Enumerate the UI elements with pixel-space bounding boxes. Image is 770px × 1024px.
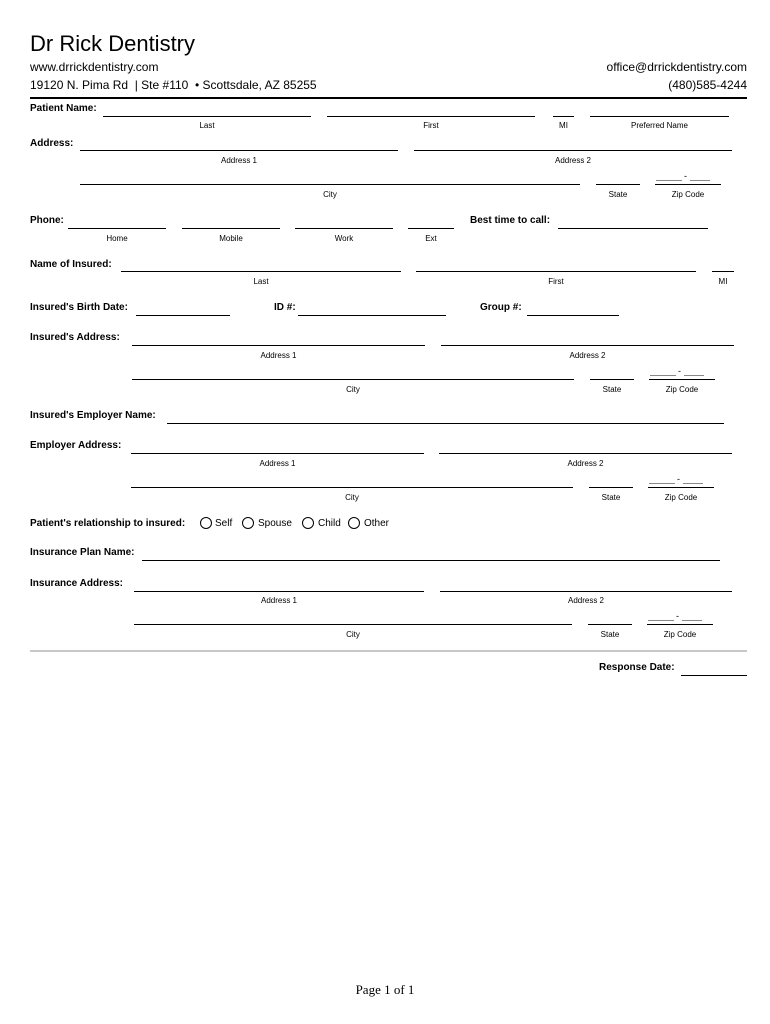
insurance-address1-field[interactable] bbox=[134, 591, 424, 592]
work-phone-field[interactable] bbox=[295, 228, 393, 229]
preferred-name-sublabel: Preferred Name bbox=[631, 121, 688, 130]
employer-zip-sublabel: Zip Code bbox=[664, 493, 698, 502]
practice-phone: (480)585-4244 bbox=[668, 78, 747, 92]
insurance-zip-sublabel: Zip Code bbox=[663, 630, 697, 639]
self-radio[interactable] bbox=[200, 517, 212, 529]
insured-last-sublabel: Last bbox=[253, 277, 269, 286]
page-number: Page 1 of 1 bbox=[355, 982, 415, 997]
employer-zip-guide-right bbox=[683, 483, 703, 484]
address2-sublabel: Address 2 bbox=[554, 156, 592, 165]
spouse-radio[interactable] bbox=[242, 517, 254, 529]
insurance-state-sublabel: State bbox=[600, 630, 620, 639]
practice-address: 19120 N. Pima Rd | Ste #110 • Scottsdale, AZ 85255 bbox=[30, 78, 317, 92]
employer-zip-guide-left bbox=[649, 483, 675, 484]
insured-address2-sublabel: Address 2 bbox=[569, 351, 606, 360]
state-sublabel: State bbox=[608, 190, 628, 199]
insured-city-field[interactable] bbox=[132, 379, 574, 380]
id-label: ID #: bbox=[274, 302, 296, 313]
city-sublabel: City bbox=[323, 190, 337, 199]
insured-address-label: Insured's Address: bbox=[30, 332, 120, 343]
child-radio[interactable] bbox=[302, 517, 314, 529]
employer-zip-separator: - bbox=[677, 474, 680, 484]
patient-zip-field[interactable] bbox=[655, 184, 721, 185]
patient-name-label: Patient Name: bbox=[30, 103, 97, 114]
insurance-address2-field[interactable] bbox=[440, 591, 732, 592]
insurance-zip-guide-left bbox=[648, 620, 674, 621]
response-date-field[interactable] bbox=[681, 675, 747, 676]
patient-address-label: Address: bbox=[30, 138, 74, 149]
other-radio[interactable] bbox=[348, 517, 360, 529]
best-time-field[interactable] bbox=[558, 228, 708, 229]
email-link[interactable]: office@drrickdentistry.com bbox=[606, 60, 747, 74]
group-field[interactable] bbox=[527, 315, 619, 316]
last-sublabel: Last bbox=[199, 121, 215, 130]
insured-zip-separator: - bbox=[678, 366, 681, 376]
employer-address1-sublabel: Address 1 bbox=[259, 459, 296, 468]
spouse-option-label: Spouse bbox=[258, 518, 292, 529]
insured-zip-guide-left bbox=[650, 375, 676, 376]
insurance-address-label: Insurance Address: bbox=[30, 578, 123, 589]
group-label: Group #: bbox=[480, 302, 522, 313]
home-sublabel: Home bbox=[106, 234, 128, 243]
employer-zip-field[interactable] bbox=[648, 487, 714, 488]
insured-zip-guide-right bbox=[684, 375, 704, 376]
relationship-label: Patient's relationship to insured: bbox=[30, 518, 186, 529]
insurance-plan-field[interactable] bbox=[142, 560, 720, 561]
insured-state-sublabel: State bbox=[602, 385, 622, 394]
patient-last-name-field[interactable] bbox=[103, 116, 311, 117]
zip-sublabel: Zip Code bbox=[671, 190, 705, 199]
insurance-zip-guide-right bbox=[682, 620, 702, 621]
mobile-phone-field[interactable] bbox=[182, 228, 280, 229]
insured-zip-sublabel: Zip Code bbox=[665, 385, 699, 394]
home-phone-field[interactable] bbox=[68, 228, 166, 229]
insured-first-name-field[interactable] bbox=[416, 271, 696, 272]
employer-city-sublabel: City bbox=[345, 493, 359, 502]
employer-state-sublabel: State bbox=[601, 493, 621, 502]
insured-address1-sublabel: Address 1 bbox=[260, 351, 297, 360]
self-option-label: Self bbox=[215, 518, 233, 529]
child-option-label: Child bbox=[318, 518, 341, 529]
section-divider bbox=[30, 650, 747, 652]
employer-address-label: Employer Address: bbox=[30, 440, 122, 451]
insured-mi-sublabel: MI bbox=[718, 277, 728, 286]
insurance-zip-separator: - bbox=[676, 611, 679, 621]
insurance-plan-label: Insurance Plan Name: bbox=[30, 547, 135, 558]
insured-birth-date-label: Insured's Birth Date: bbox=[30, 302, 128, 313]
employer-name-field[interactable] bbox=[167, 423, 724, 424]
patient-address2-field[interactable] bbox=[414, 150, 732, 151]
patient-preferred-name-field[interactable] bbox=[590, 116, 729, 117]
first-sublabel: First bbox=[423, 121, 439, 130]
insured-name-label: Name of Insured: bbox=[30, 259, 112, 270]
mi-sublabel: MI bbox=[559, 121, 568, 130]
zip-separator: - bbox=[684, 171, 687, 181]
patient-city-field[interactable] bbox=[80, 184, 580, 185]
insured-address1-field[interactable] bbox=[132, 345, 425, 346]
header-divider bbox=[30, 97, 747, 99]
website-link[interactable]: www.drrickdentistry.com bbox=[30, 60, 159, 74]
insurance-address1-sublabel: Address 1 bbox=[260, 596, 298, 605]
insurance-city-field[interactable] bbox=[134, 624, 572, 625]
other-option-label: Other bbox=[364, 518, 390, 529]
insured-city-sublabel: City bbox=[346, 385, 360, 394]
employer-address2-field[interactable] bbox=[439, 453, 732, 454]
best-time-label: Best time to call: bbox=[470, 215, 551, 226]
work-sublabel: Work bbox=[334, 234, 354, 243]
insurance-address2-sublabel: Address 2 bbox=[567, 596, 605, 605]
id-field[interactable] bbox=[298, 315, 446, 316]
patient-mi-field[interactable] bbox=[553, 116, 574, 117]
phone-label: Phone: bbox=[30, 215, 64, 226]
insured-state-field[interactable] bbox=[590, 379, 634, 380]
zip-guide-left bbox=[656, 180, 682, 181]
insured-birth-date-field[interactable] bbox=[136, 315, 230, 316]
response-date-label: Response Date: bbox=[599, 662, 675, 673]
insured-last-name-field[interactable] bbox=[121, 271, 401, 272]
patient-first-name-field[interactable] bbox=[327, 116, 535, 117]
patient-address1-field[interactable] bbox=[80, 150, 398, 151]
mobile-sublabel: Mobile bbox=[219, 234, 243, 243]
insurance-zip-field[interactable] bbox=[647, 624, 713, 625]
employer-state-field[interactable] bbox=[589, 487, 633, 488]
insured-zip-field[interactable] bbox=[649, 379, 715, 380]
employer-address1-field[interactable] bbox=[131, 453, 424, 454]
insurance-state-field[interactable] bbox=[588, 624, 632, 625]
employer-city-field[interactable] bbox=[131, 487, 573, 488]
insured-first-sublabel: First bbox=[548, 277, 564, 286]
ext-field[interactable] bbox=[408, 228, 454, 229]
address1-sublabel: Address 1 bbox=[220, 156, 258, 165]
zip-guide-right bbox=[690, 180, 710, 181]
patient-state-field[interactable] bbox=[596, 184, 640, 185]
employer-address2-sublabel: Address 2 bbox=[567, 459, 604, 468]
employer-name-label: Insured's Employer Name: bbox=[30, 410, 156, 421]
ext-sublabel: Ext bbox=[425, 234, 437, 243]
practice-name: Dr Rick Dentistry bbox=[30, 31, 196, 56]
insured-address2-field[interactable] bbox=[441, 345, 734, 346]
insured-mi-field[interactable] bbox=[712, 271, 734, 272]
insurance-city-sublabel: City bbox=[346, 630, 360, 639]
